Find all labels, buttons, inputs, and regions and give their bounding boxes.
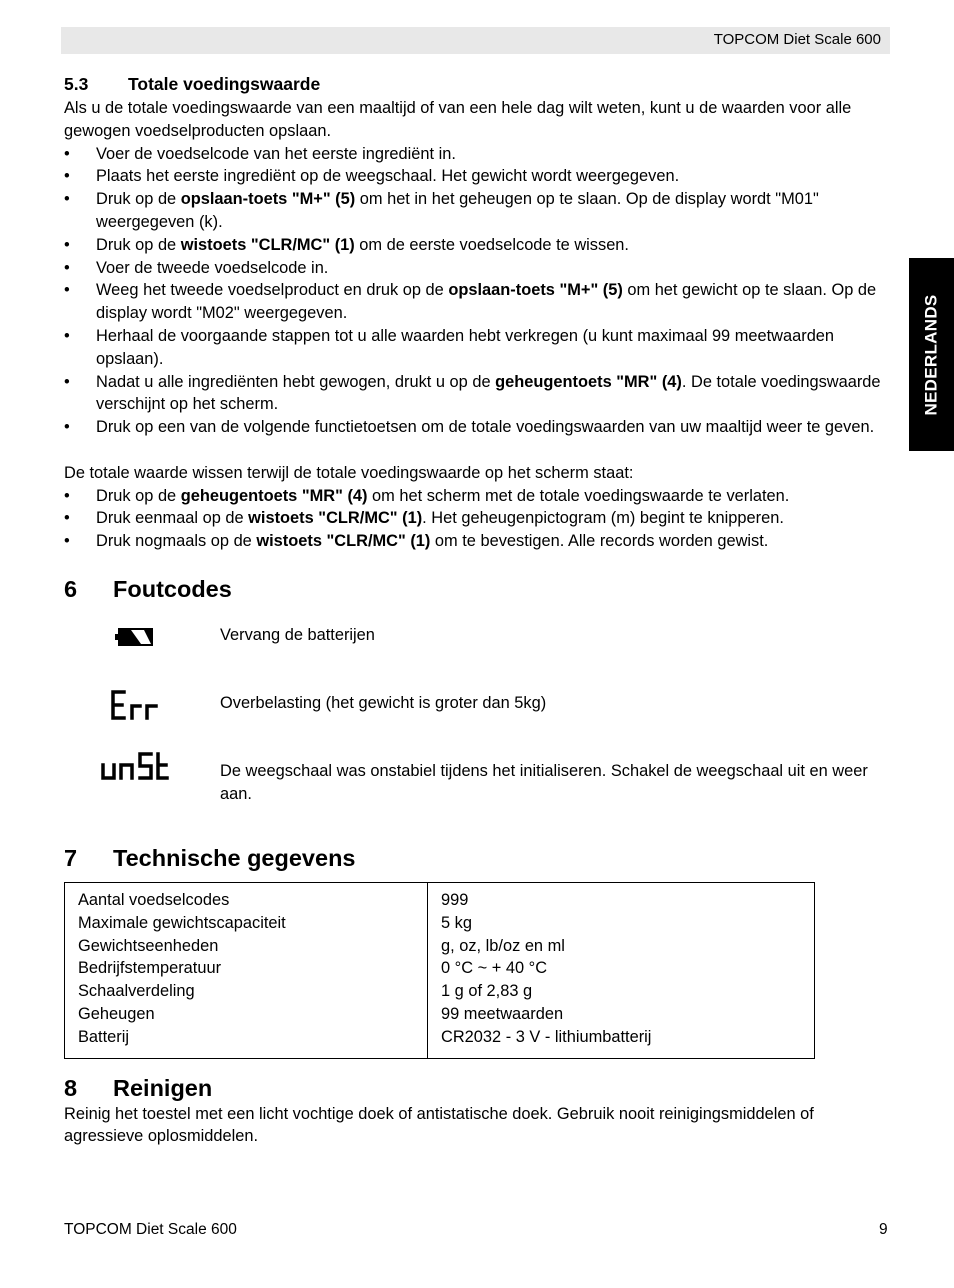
list-item: • Herhaal de voorgaande stappen tot u alle waarden hebt verkregen (u kunt maximaal 99 meetwaarden opslaan). [64, 325, 890, 371]
clear-intro: De totale waarde wissen terwijl de totale voedingswaarde op het scherm staat: [64, 463, 634, 482]
section-6-heading [64, 574, 890, 604]
list-item: • Druk op de wistoets "CLR/MC" (1) om de eerste voedselcode te wissen. [64, 234, 890, 257]
list-item: • Voer de voedselcode van het eerste ingrediënt in. [64, 143, 890, 166]
list-item: • Druk op de geheugentoets "MR" (4) om het scherm met de totale voedingswaarde te verlaten. [64, 485, 890, 508]
list-item: • Weeg het tweede voedselproduct en druk op de opslaan-toets "M+" (5) om het gewicht op te slaan. Op de display wordt "M02" weergegeven. [64, 279, 890, 325]
spec-value: 999 [441, 890, 469, 909]
spec-labels [65, 882, 428, 1058]
page-number: 9 [879, 1221, 888, 1238]
spec-label: Aantal voedselcodes [78, 890, 230, 909]
error-code-text: Vervang de batterijen [220, 625, 375, 644]
section-number: 7 [64, 844, 78, 871]
error-code-text: Overbelasting (het gewicht is groter dan 5kg) [220, 693, 547, 712]
section-title: Reinigen [113, 1074, 213, 1101]
language-tab-label: NEDERLANDS [921, 293, 941, 416]
language-tab [909, 258, 954, 451]
section-7-heading [64, 843, 890, 873]
spec-value: CR2032 - 3 V - lithiumbatterij [441, 1027, 652, 1046]
section-number: 8 [64, 1074, 78, 1101]
list-item: • Druk op een van de volgende functietoetsen om de totale voedingswaarden van uw maaltijd weer te geven. [64, 416, 890, 439]
section-title: Foutcodes [113, 575, 232, 602]
section-8-heading [64, 1073, 890, 1103]
spec-label: Schaalverdeling [78, 982, 195, 1001]
section-5-3-heading [64, 71, 890, 97]
error-code-row [64, 692, 890, 760]
error-code-text: De weegschaal was onstabiel tijdens het initialiseren. Schakel de weegschaal uit en weer aan. [220, 761, 868, 803]
section-number: 6 [64, 575, 78, 602]
steps-list [64, 143, 890, 439]
page-content [64, 71, 890, 1148]
spec-label: Maximale gewichtscapaciteit [78, 913, 286, 932]
list-item: • Druk eenmaal op de wistoets "CLR/MC" (1). Het geheugenpictogram (m) begint te knipperen. [64, 507, 890, 530]
spec-table [64, 882, 815, 1059]
spec-values [428, 882, 815, 1058]
spec-label: Batterij [78, 1027, 130, 1046]
err-display-icon [110, 688, 162, 729]
footer-title: TOPCOM Diet Scale 600 [64, 1221, 237, 1238]
error-code-row [64, 624, 890, 692]
spec-value: 99 meetwaarden [441, 1004, 564, 1023]
spec-label: Gewichtseenheden [78, 936, 219, 955]
list-item: • Druk op de opslaan-toets "M+" (5) om het in het geheugen op te slaan. Op de display wordt "M01" weergegeven (k). [64, 188, 890, 234]
section-title: Totale voedingswaarde [128, 74, 321, 94]
battery-empty-icon [98, 625, 154, 656]
header-title: TOPCOM Diet Scale 600 [713, 31, 881, 48]
section-number: 5.3 [64, 74, 89, 94]
spec-label: Geheugen [78, 1004, 155, 1023]
list-item: • Druk nogmaals op de wistoets "CLR/MC" (1) om te bevestigen. Alle records worden gewist. [64, 530, 890, 553]
unst-display-icon [100, 751, 172, 790]
section-title: Technische gegevens [113, 844, 356, 871]
clear-steps-list [64, 485, 890, 553]
page-header [61, 27, 890, 54]
list-item: • Voer de tweede voedselcode in. [64, 257, 890, 280]
list-item: • Nadat u alle ingrediënten hebt gewogen, drukt u op de geheugentoets "MR" (4). De totale voedingswaarde verschijnt op het scherm. [64, 371, 890, 417]
spec-value: 5 kg [441, 913, 472, 932]
spec-label: Bedrijfstemperatuur [78, 959, 222, 978]
section-8-text: Reinig het toestel met een licht vochtige doek of antistatische doek. Gebruik nooit reinigingsmiddelen of agressieve oplosmiddelen. [64, 1104, 814, 1146]
spec-value: 0 °C ~ + 40 °C [441, 959, 548, 978]
spec-value: 1 g of 2,83 g [441, 982, 533, 1001]
list-item: • Plaats het eerste ingrediënt op de weegschaal. Het gewicht wordt weergegeven. [64, 165, 890, 188]
section-5-3-intro: Als u de totale voedingswaarde van een maaltijd of van een hele dag wilt weten, kunt u de waarden voor alle gewogen voedselproducten opslaan. [64, 99, 852, 140]
error-code-row [64, 760, 890, 830]
spec-value: g, oz, lb/oz en ml [441, 936, 565, 955]
